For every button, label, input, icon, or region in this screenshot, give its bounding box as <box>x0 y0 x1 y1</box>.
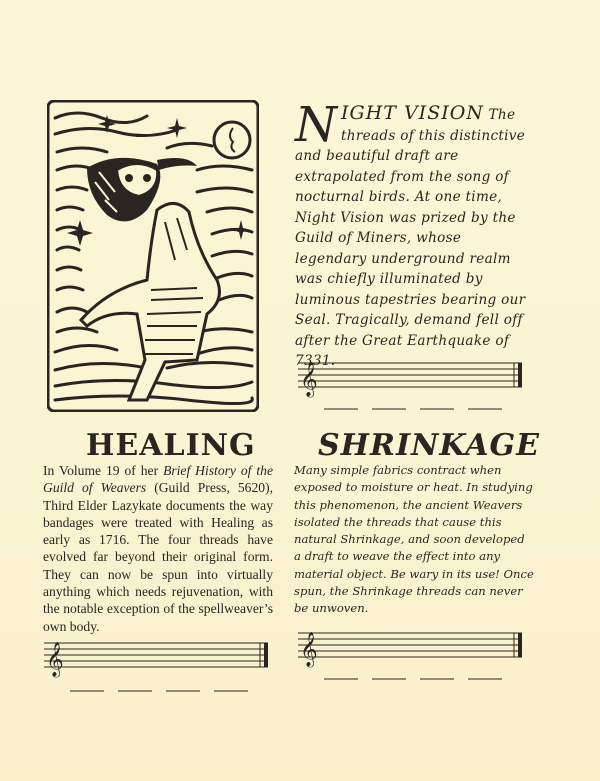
night-vision-section <box>295 97 535 372</box>
svg-text:𝄞: 𝄞 <box>46 642 64 677</box>
shrinkage-title: SHRINKAGE <box>318 428 541 463</box>
svg-text:𝄞: 𝄞 <box>300 362 318 397</box>
svg-text:𝄞: 𝄞 <box>300 632 318 667</box>
night-vision-staff <box>296 357 526 417</box>
healing-text <box>43 462 273 635</box>
healing-staff <box>42 637 272 699</box>
night-vision-dropcap: N <box>295 97 337 153</box>
healing-text-1: In Volume 19 of her <box>43 463 164 478</box>
night-vision-body: The threads of this distinctive and beautiful draft are extrapolated from the song of nocturnal birds. At one time, Night Vision was prized by the Guild of Miners, whose legendary underground realm was chiefly illuminated by luminous tapestries bearing our Seal. Tragically, demand fell off after the Great Earthquake of 7331. <box>295 107 526 369</box>
healing-title: HEALING <box>86 428 256 463</box>
shrinkage-staff <box>296 627 526 689</box>
shrinkage-text: Many simple fabrics contract when exposed to moisture or heat. In studying this phenomenon, the ancient Weavers isolated the threads that cause this natural Shrinkage, and soon developed a draft to weave the effect into any material object. Be wary in its use! Once spun, the Shrinkage threads can never be unwoven. <box>294 463 534 616</box>
woodcut-illustration <box>47 100 259 412</box>
healing-book-title: Brief History of the Guild of Weavers <box>43 463 274 496</box>
healing-text-2: (Guild Press, 5620), Third Elder Lazykate documents the way bandages were treated with Healing as early as 1716. The four threads have evolved far beyond their original form. They can now be spun into virtually anything which needs rejuvenation, with the notable exception of the spellweaver’s own body. <box>43 480 273 634</box>
night-vision-title: IGHT VISION <box>341 102 484 124</box>
